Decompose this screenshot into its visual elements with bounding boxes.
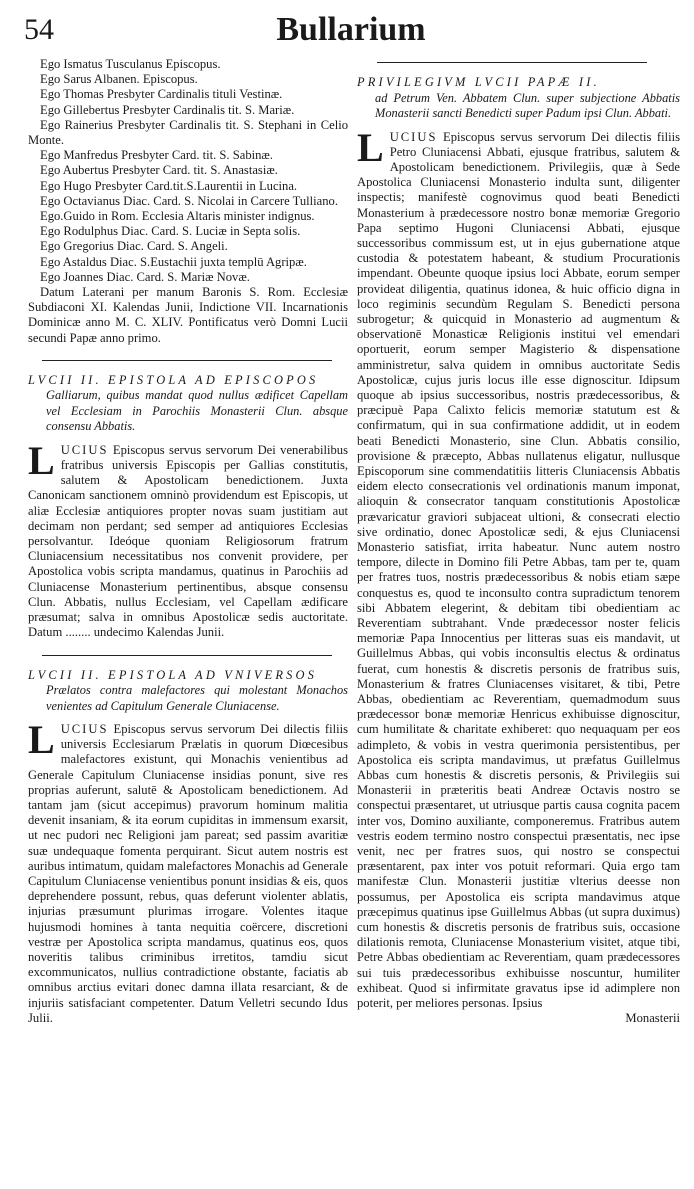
signature-line: Ego Octavianus Diac. Card. S. Nicolai in Carcere Tulliano. <box>40 193 338 208</box>
letter-body <box>28 717 348 1026</box>
signature-line: Ego Rainerius Presbyter Cardinalis tit. S. Stephani in Celio Monte. <box>28 117 348 148</box>
signature-line: Ego Astaldus Diac. S.Eustachii juxta templū Agripæ. <box>40 254 307 269</box>
letter-text: Episcopus servus servorum Dei dilectis filiis universis Ecclesiarum Prælatis in quorum Diœcesibus malefactores existunt, qui Monachis venientibus ad Generale Capitulum Cluniacense insidias ponunt, sive res proprias auferunt, salutē & Apostolicam benedictionem. Ad tantam jam (sicut accepimus) pravorum hominum malitia devenit insaniam, & ita eorum cupiditas in immensum exarsit, ut nec pudori nec Religioni jam pareat; sed passim avaritiæ suæ undequaque fomenta perquirant. Sicut autem nostris est auribus intimatum, quidam malefactores Monachis ad Generale Capitulum Cluniacense venientibus ponunt insidias & eis, quos deprehendere possunt, rebus, quas deferunt violenter ablatis, injurias præsumunt plurimas irrogare. Volentes itaque hujusmodi homines à tanta nequitia coërcere, discretioni vestræ per Apostolica scripta mandamus, quatinus eos, quos noveritis talibus criminibus irretitos, tamdiu sicut excommunicatos, nullius contradictione obstante, faciatis ab omnibus arctius evitari donec damna illata resarciant, & de injuriis satisfaciant competenter. Datum Velletri secundo Idus Julii. <box>28 722 348 1025</box>
signature-line: Ego Thomas Presbyter Cardinalis tituli Vestinæ. <box>40 87 283 102</box>
dating-clause: Datum Laterani per manum Baronis S. Rom. Ecclesiæ Subdiaconi XI. Kalendas Junii, Indictione VII. Incarnationis Dominicæ anno M. C. XLIV. Pontificatus verò Domni Lucii secundi Papæ anno primo. <box>28 285 348 345</box>
privilege-heading-title: PRIVILEGIVM LVCII PAPÆ II. <box>357 75 600 89</box>
opening-word: UCIUS <box>389 129 438 144</box>
right-column <box>357 62 680 1026</box>
drop-cap: L <box>28 437 55 483</box>
opening-word: UCIUS <box>60 442 109 457</box>
letter-heading <box>28 668 348 715</box>
letter-heading <box>28 373 348 435</box>
left-column <box>28 57 348 1026</box>
drop-cap: L <box>357 124 384 170</box>
running-title: Bullarium <box>276 11 426 48</box>
privilege-text: Episcopus servus servorum Dei dilectis filiis Petro Cluniacensi Abbati, ejusque fratribus, salutem & Apostolicam benedictionem. Privilegiis, quæ à Sede Apostolica Cluniacensi Monasterio indulta sunt, diligenter inspectis; manifestè cognovimus quod beati Benedicti Monasterium à prædecessore nostro bonæ memoriæ Gregorio Papa septimo Hugoni Cluniacensi Abbati, ejusque successoribus commissum est, ut in ejus gubernatione atque custodia & potestatem habeant, & studium Procurationis impendant. Obeunte quoque ipsius loci Abbate, eorum semper provideat diligentia, quatinus idonea, & huic officio digna in loco regiminis secundùm Regulam S. Benedicti persona subrogetur; & quicquid in Monasterio ad augmentum & observationē Monasticæ Religionis institui vel emendari oportuerit, eorum semper Magisterio & dispensatione amministretur, salva quidem in omnibus auctoritate Sedis Apostolicæ, cujus juris locus ille esse dignoscitur. Idipsum quoque ab ipsius successoribus, nostris prædecessoribus, & præcipuè Papa Calixto felicis memoriæ statutum est & confirmatum, qui in sua confirmatione addidit, ut in eodem beati Benedicti Monasterio, sine Clun. Abbatis consilio, provisione & præcepto, Abbas nullatenus eligatur, nullusque Episcoporum sine commendatitiis litteris Cluniacensis Abbatis eidem electo consecrationis vel ordinationis manum imponat, alioquin & consecrator tanquam constitutionis Apostolicæ prævaricatur graviori subjaceat ultioni, & consecrati electio sive ordinatio, donec Apostolicæ sedi, & ejus Cluniacensi Monasterio satisfiat, irrita habeatur. Nunc autem nostro tempore, dilecte in Domino fili Petre Abbas, tam per te, quam per fratres tuos, nostris prædecessoribus & nobis etiam sæpe conquestus es, quod te inconsulto contra supradictum tenorem sibi Abbatem elegerint, & debitam tibi obedientiam ac Reverentiam subtrahant. Vnde prædecessor noster felicis memoriæ Papa Innocentius per litteras suas eis mandavit, ut Guillelmus Abbas, qui vobis inconsultis electus & ordinatus fuerat, cum honestis & discretis personis de fratribus suis, Monasterium & fratres Cluniacenses visitaret, & tibi, Petre Abbas, obedientiam ac Reverentiam, quemadmodum suus prædecessor bonæ memoriæ Henricus exhibuisse dignoscitur, cum humilitate & charitate exhiberet: quo nequaquam per eos adimpleto, & vobis in vestra querimonia persistentibus, per Apostolica eis scripta mandavimus, ut præfatus Guillelmus Abbas cum honestis & discretis personis, & Privilegiis sui Monasterii in præteritis beati Andreæ Octavis nostro se conspectui præsentaret, ut utriusque partis causa cognita pacem inter vos, Domino auxiliante, componeremus. Fratribus autem vestris eodem termino nostro conspectui præsentatis, nec ipse venit, nec per fratres suos, qui nostro se conspectui præsentarent, pax inter vos potuit reformari. Quia ergo tam manifestæ Clun. Monasterii justitiæ vlterius deesse non possumus, per Apostolica eis scripta mandavimus atque præcepimus quatinus ipse Guillelmus Abbas (ut supra duximus) cum honestis & discretis personis de fratribus suis, occasione dilationis remota, Cluniacense Monasterium visitet, atque tibi, Petre Abbas obedientiam ac Reverentiam, quam prædecessores sui tuis prædecessoribus exhibuisse noscuntur, humiliter exhibeat. Quod si infirmitate gravatus ipse id adimplere non poterit, per meliores personas. Ipsius <box>357 129 680 1011</box>
letter-heading-title: LVCII II. EPISTOLA AD VNIVERSOS <box>28 667 318 682</box>
signature-line: Ego Gregorius Diac. Card. S. Angeli. <box>40 239 228 254</box>
privilege-body <box>357 124 680 1012</box>
drop-cap: L <box>28 717 55 762</box>
letter-text: Episcopus servus servorum Dei venerabilibus fratribus universis Episcopis per Gallias constitutis, salutem & Apostolicam benedictionem. Juxta Canonicam sanctionem omninò providendum est Episcopis, ut aliæ Ecclesiæ antiquiores propter novas suam justitiam aut decimam non perdant; sed semper ad antiquiores Ecclesias persolvantur. Ideóque quoniam Religiosorum fratrum Cluniacensium necessitatibus nos convenit providere, per Apostolica vobis scripta mandamus, quatinus in Parochiis ad Cluniacense Monasterium pertinentibus, absque consensu Clun. Abbatis, nullus Ecclesiam, vel Capellam ædificare præsumat; salva in omnibus Apostolicæ sedis auctoritate. Datum ........ undecimo Kalendas Junii. <box>28 442 348 640</box>
signature-line: Ego Hugo Presbyter Card.tit.S.Laurentii in Lucina. <box>40 178 298 193</box>
section-divider <box>42 655 332 656</box>
section-divider <box>377 62 647 63</box>
letter-heading-subtitle: Prælatos contra malefactores qui molestant Monachos venientes ad Capitulum Generale Cluniacense. <box>46 683 348 713</box>
signature-line: Ego Aubertus Presbyter Card. tit. S. Anastasiæ. <box>40 163 278 178</box>
opening-word: UCIUS <box>60 722 109 736</box>
letter-heading-title: LVCII II. EPISTOLA AD EPISCOPOS <box>28 372 319 387</box>
page-number: 54 <box>24 13 54 46</box>
signature-line: Ego Manfredus Presbyter Card. tit. S. Sabinæ. <box>40 148 273 163</box>
section-divider <box>42 360 332 361</box>
privilege-heading <box>357 75 680 122</box>
signature-line: Ego Sarus Albanen. Episcopus. <box>40 72 198 87</box>
signature-line: Ego Rodulphus Diac. Card. S. Luciæ in Septa solis. <box>40 224 301 239</box>
letter-body <box>28 437 348 641</box>
catchword: Monasterii <box>625 1011 680 1026</box>
signature-line: Ego.Guido in Rom. Ecclesia Altaris minister indignus. <box>40 209 315 224</box>
privilege-heading-subtitle: ad Petrum Ven. Abbatem Clun. super subjectione Abbatis Monasterii sancti Benedicti super Padum ipsi Clun. Abbati. <box>375 90 680 120</box>
signature-line: Ego Ismatus Tusculanus Episcopus. <box>40 57 221 71</box>
signature-line: Ego Gillebertus Presbyter Cardinalis tit. S. Mariæ. <box>40 102 295 117</box>
signature-line: Ego Joannes Diac. Card. S. Mariæ Novæ. <box>40 269 250 284</box>
letter-heading-subtitle: Galliarum, quibus mandat quod nullus ædificet Capellam vel Ecclesiam in Parochiis Monasterii Clun. absque consensu Abbatis. <box>46 388 348 434</box>
